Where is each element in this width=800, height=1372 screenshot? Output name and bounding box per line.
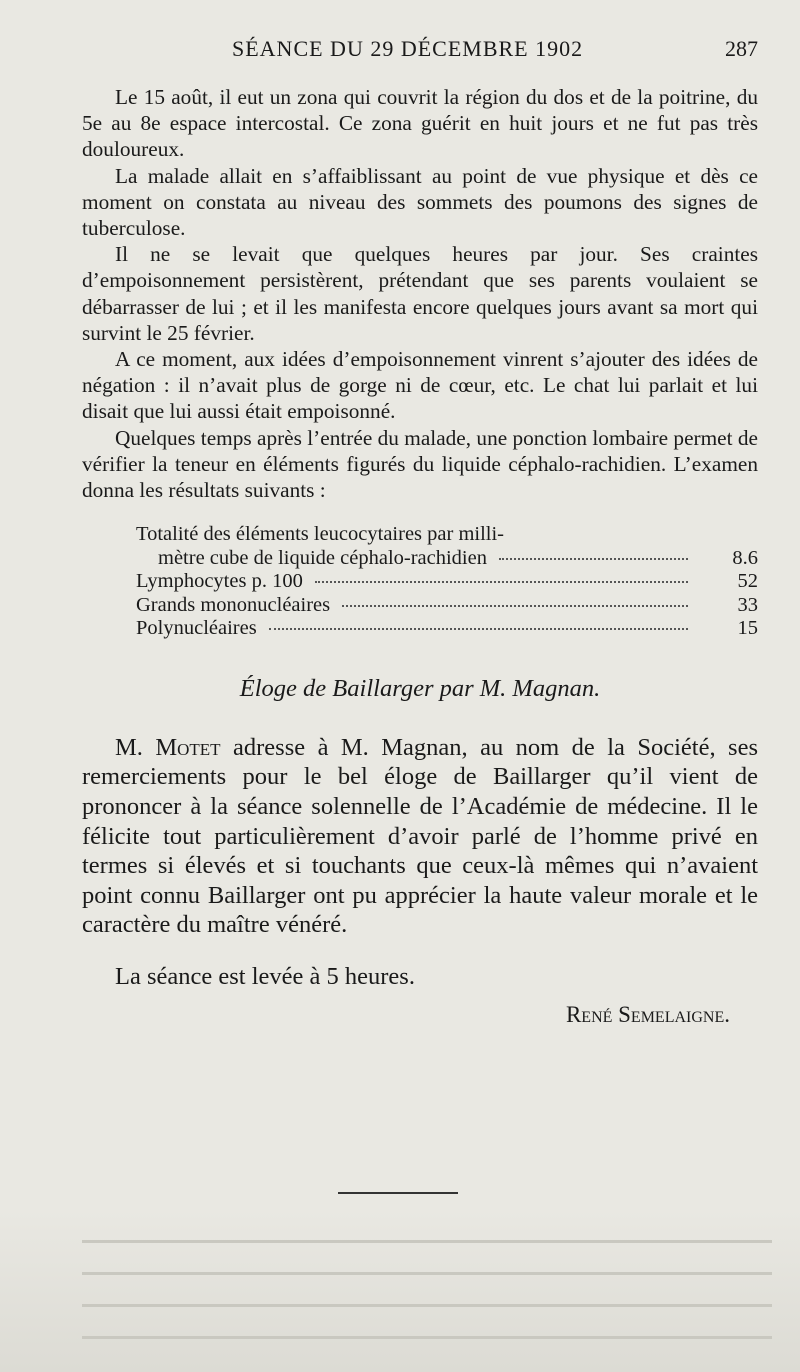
row-label: Totalité des éléments leucocytaires par milli-	[136, 523, 504, 546]
row-value: 52	[737, 570, 758, 593]
page-number: 287	[725, 36, 758, 61]
section-title: Éloge de Baillarger par M. Magnan.	[239, 674, 601, 702]
speaker-name: M. Motet	[115, 733, 221, 761]
paragraph: Il ne se levait que quelques heures par jour. Ses craintes d’empoisonnement persistèrent, prétendant que ses parents voulaient se débarrasser de lui ; et il les manifesta encore quelques jours avant sa mort qui survint le 25 février.	[82, 242, 758, 345]
page-body	[82, 84, 758, 1028]
closing-line: La séance est levée à 5 heures.	[115, 962, 415, 990]
table-row	[82, 617, 758, 641]
table-row	[82, 547, 758, 571]
bleed-line	[82, 1336, 772, 1339]
bleed-line	[82, 1304, 772, 1307]
bleed-through-area	[0, 1210, 800, 1372]
leader-dots	[499, 558, 688, 560]
row-label: Polynucléaires	[136, 617, 257, 640]
row-label: Grands mononucléaires	[136, 593, 331, 616]
paragraph: A ce moment, aux idées d’empoisonnement vinrent s’ajouter des idées de négation : il n’avait plus de gorge ni de cœur, etc. Le chat lui parlait et lui disait que lui aussi était empoisonné.	[82, 347, 758, 424]
page-header	[82, 36, 758, 68]
signature: René Semelaigne.	[565, 1001, 730, 1027]
table-row	[82, 570, 758, 594]
eloge-text: adresse à M. Magnan, au nom de la Société, ses remerciements pour le bel éloge de Baillarger qu’il vient de prononcer à la séance solennelle de l’Académie de médecine. Il le félicite tout particulièrement d’avoir parlé de l’homme privé en termes si élevés et si touchants que ceux-là mêmes qui n’avaient point connu Baillarger ont pu apprécier la haute valeur morale et le caractère du maître vénéré.	[82, 733, 758, 939]
row-value: 15	[737, 617, 758, 640]
section-divider	[338, 1192, 458, 1194]
bleed-line	[82, 1272, 772, 1275]
row-label: Lymphocytes p. 100	[136, 570, 303, 593]
row-label: mètre cube de liquide céphalo-rachidien	[158, 546, 487, 569]
eloge-paragraph	[82, 733, 758, 940]
bleed-line	[82, 1240, 772, 1243]
paragraph: Le 15 août, il eut un zona qui couvrit la région du dos et de la poitrine, du 5e au 8e espace intercostal. Ce zona guérit en huit jours et ne fut pas très douloureux.	[82, 85, 758, 162]
leader-dots	[315, 581, 688, 583]
row-value: 8.6	[732, 546, 758, 569]
table-row	[82, 523, 758, 547]
row-value: 33	[737, 593, 758, 616]
running-title: SÉANCE DU 29 DÉCEMBRE 1902	[232, 36, 584, 61]
results-table	[82, 523, 758, 641]
table-row	[82, 594, 758, 618]
leader-dots	[269, 628, 688, 630]
leader-dots	[342, 605, 688, 607]
paragraph: La malade allait en s’affaiblissant au point de vue physique et dès ce moment on constata au niveau des sommets des poumons des signes de tuberculose.	[82, 163, 758, 241]
paragraph: Quelques temps après l’entrée du malade, une ponction lombaire permet de vérifier la teneur en éléments figurés du liquide céphalo-rachidien. L’examen donna les résultats suivants :	[82, 425, 758, 503]
